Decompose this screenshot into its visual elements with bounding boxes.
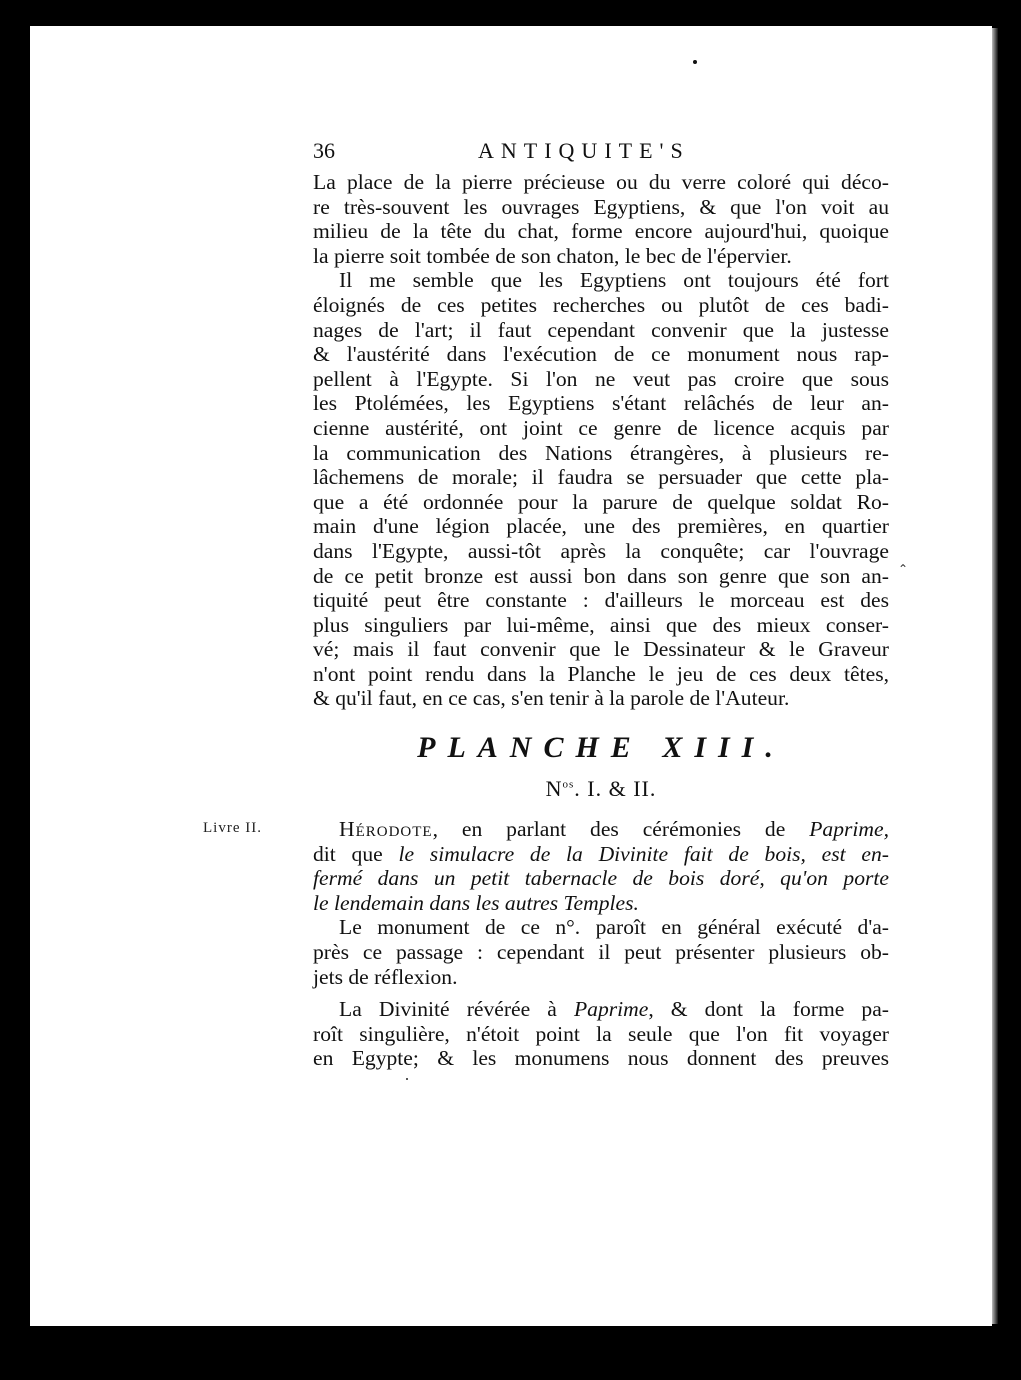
subtitle-rest: . I. & II. [574, 776, 657, 801]
text-block-top [313, 170, 889, 711]
text-line [313, 817, 889, 842]
text-line: nages de l'art; il faut cependant convenir que la justesse [313, 317, 889, 342]
text-line: Il me semble que les Egyptiens ont toujours été fort [339, 268, 889, 293]
text-line: roît singulière, n'étoit point la seule que l'on fit voyager [313, 1021, 889, 1046]
text-line: re très-souvent les ouvrages Egyptiens, & que l'on voit au [313, 194, 889, 219]
text-line: main d'une légion placée, une des premières, en quartier [313, 514, 889, 539]
ink-speck [406, 1078, 408, 1080]
ink-speck [693, 60, 697, 64]
text-line: pellent à l'Egypte. Si l'on ne veut pas croire que sous [313, 366, 889, 391]
text-line: cienne austérité, ont joint ce genre de licence acquis par [313, 415, 889, 440]
text-line: éloignés de ces petites recherches ou plutôt de ces badi- [313, 292, 889, 317]
text-line: le lendemain dans les autres Temples. [313, 890, 639, 915]
text-line: fermé dans un petit tabernacle de bois doré, qu'on porte [313, 866, 889, 891]
text-run-italic: le simulacre de la Divinite fait de bois, est en- [398, 841, 889, 866]
text-line: en Egypte; & les monumens nous donnent des preuves [313, 1046, 889, 1071]
text-line: jets de réflexion. [313, 964, 458, 989]
plate-title: PLANCHE XIII. [417, 731, 785, 764]
text-run-italic: Paprime, [809, 817, 889, 841]
running-head: ANTIQUITE'S [478, 138, 690, 163]
text-line: tiquité peut être constante : d'ailleurs le morceau est des [313, 588, 889, 613]
text-line: lâchemens de morale; il faudra se persuader que cette pla- [313, 465, 889, 490]
text-line: n'ont point rendu dans la Planche le jeu de ces deux têtes, [313, 661, 889, 686]
text-line: les Ptolémées, les Egyptiens s'étant relâchés de leur an- [313, 391, 889, 416]
text-run: dit que [313, 841, 399, 866]
page-header [313, 138, 773, 168]
text-line: près ce passage : cependant il peut présenter plusieurs ob- [313, 939, 889, 964]
text-line: que a été ordonnée pour la parure de quelque soldat Ro- [313, 489, 889, 514]
text-line: la communication des Nations étrangères, à plusieurs re- [313, 440, 889, 465]
text-run: , en parlant des cérémonies de [432, 817, 810, 841]
text-run: La Divinité révérée à [339, 997, 574, 1022]
text-line: La place de la pierre précieuse ou du verre coloré qui déco- [313, 170, 889, 194]
text-run-italic: Paprime [573, 997, 649, 1022]
page-number: 36 [313, 138, 335, 163]
plate-subtitle [313, 776, 889, 802]
text-line: milieu de la tête du chat, forme encore aujourd'hui, quoique [313, 219, 889, 244]
text-line: vé; mais il faut convenir que le Dessinateur & le Graveur [313, 637, 889, 662]
page-edge-shadow [992, 28, 998, 1324]
author-name: Hérodote [339, 817, 433, 841]
text-line: & l'austérité dans l'exécution de ce monument nous rap- [313, 342, 889, 367]
text-line: Le monument de ce n°. paroît en général exécuté d'a- [339, 915, 889, 940]
text-line: la pierre soit tombée de son chaton, le bec de l'épervier. [313, 243, 792, 268]
text-line: & qu'il faut, en ce cas, s'en tenir à la parole de l'Auteur. [313, 686, 790, 711]
text-line [313, 997, 889, 1022]
subtitle-prefix: N [545, 776, 563, 801]
text-line: dans l'Egypte, aussi-tôt après la conquête; car l'ouvrage [313, 538, 889, 563]
text-line: de ce petit bronze est aussi bon dans son genre que son an- [313, 563, 889, 588]
margin-note: Livre II. [203, 820, 262, 836]
text-block-bottom [313, 817, 889, 1071]
text-run: , & dont la forme pa- [648, 997, 889, 1022]
text-line: plus singuliers par lui-même, ainsi que des mieux conser- [313, 612, 889, 637]
subtitle-superscript: os [562, 778, 575, 791]
text-line [313, 842, 889, 867]
margin-mark: ⌃ [898, 562, 909, 576]
